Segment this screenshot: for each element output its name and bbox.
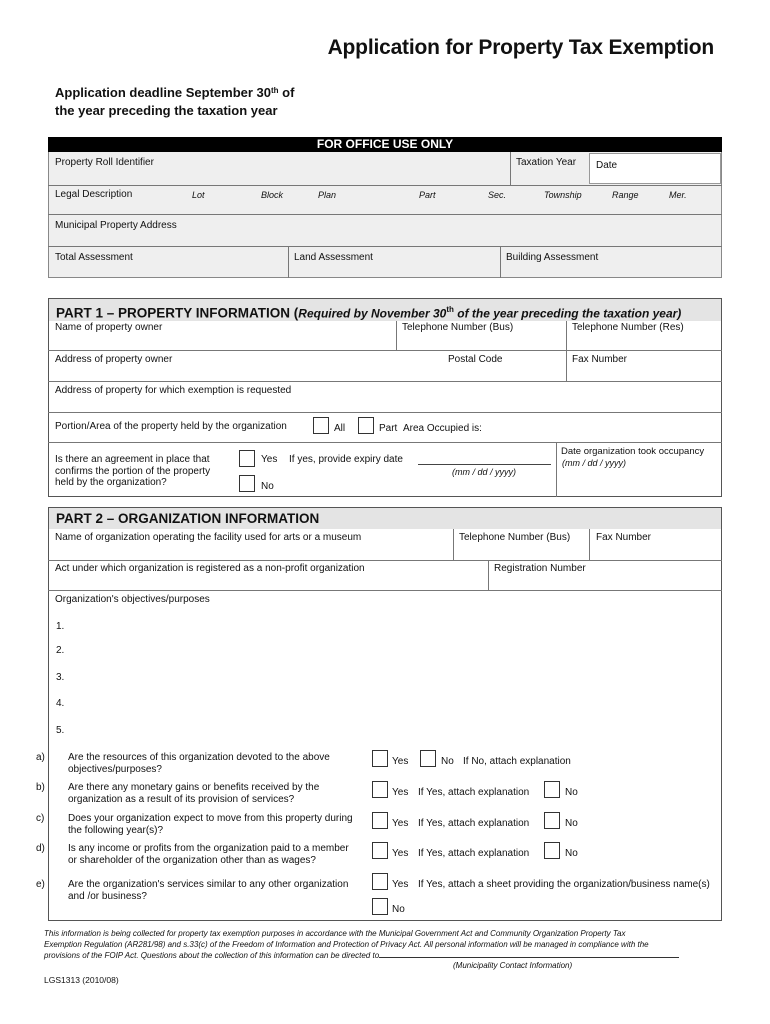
question-letter: e) xyxy=(36,879,45,890)
question-b xyxy=(36,782,320,805)
question-line2: objectives/purposes? xyxy=(68,764,162,775)
q-b-note: If Yes, attach explanation xyxy=(418,787,530,798)
deadline-sup: th xyxy=(271,86,279,95)
deadline-text: Application deadline September 30 xyxy=(55,85,271,100)
q-d-no-label: No xyxy=(565,848,578,859)
agreement-no-checkbox[interactable] xyxy=(239,475,255,492)
q-b-no-checkbox[interactable] xyxy=(544,781,560,798)
agreement-q2: confirms the portion of the property xyxy=(55,465,211,477)
p1-tel-res-label: Telephone Number (Res) xyxy=(572,322,684,333)
objective-item: 3. xyxy=(56,672,65,683)
sec-label: Sec. xyxy=(488,190,507,200)
q-a-note: If No, attach explanation xyxy=(463,756,571,767)
q-e-yes-checkbox[interactable] xyxy=(372,873,388,890)
occupancy-format: (mm / dd / yyyy) xyxy=(562,458,627,468)
agreement-no-label: No xyxy=(261,481,274,492)
contact-info-label: (Municipality Contact Information) xyxy=(453,961,573,970)
notice-line2: Exemption Regulation (AR281/98) and s.33(c) of the Freedom of Information and Protection of Privacy Act. All personal information will be managed in compliance with the xyxy=(44,940,649,949)
office-use-bar: FOR OFFICE USE ONLY xyxy=(48,137,722,152)
question-d xyxy=(36,843,349,866)
q-e-yes-label: Yes xyxy=(392,879,409,890)
part1-header xyxy=(49,299,721,321)
objective-item: 5. xyxy=(56,725,65,736)
question-line2: or shareholder of the organization other than as wages? xyxy=(68,855,316,866)
question-a xyxy=(36,752,330,775)
agreement-yes-label: Yes xyxy=(261,454,278,465)
q-b-no-label: No xyxy=(565,787,578,798)
deadline-line2: the year preceding the taxation year xyxy=(55,103,278,118)
all-label: All xyxy=(334,423,346,434)
plan-label: Plan xyxy=(318,190,337,200)
taxation-year-label: Taxation Year xyxy=(516,157,577,168)
q-d-yes-checkbox[interactable] xyxy=(372,842,388,859)
legal-description-label: Legal Description xyxy=(55,189,133,200)
q-c-yes-label: Yes xyxy=(392,818,409,829)
question-letter: b) xyxy=(36,782,45,793)
p1-fax-label: Fax Number xyxy=(572,354,628,365)
q-d-no-checkbox[interactable] xyxy=(544,842,560,859)
q-e-no-label: No xyxy=(392,904,405,915)
question-line1: Is any income or profits from the organization paid to a member xyxy=(68,843,349,854)
act-label: Act under which organization is registered as a non-profit organization xyxy=(55,563,365,574)
question-line1: Does your organization expect to move from this property during xyxy=(68,813,353,824)
q-c-note: If Yes, attach explanation xyxy=(418,818,530,829)
total-assessment-label: Total Assessment xyxy=(55,252,133,263)
q-a-yes-checkbox[interactable] xyxy=(372,750,388,767)
part2-header: PART 2 – ORGANIZATION INFORMATION xyxy=(49,508,721,529)
question-e xyxy=(36,879,349,902)
deadline-of: of xyxy=(278,85,295,100)
land-assessment-label: Land Assessment xyxy=(294,252,373,263)
area-occupied-label: Area Occupied is: xyxy=(403,423,482,434)
notice-line3: provisions of the FOIP Act. Questions about the collection of this information can be directed to xyxy=(44,951,380,960)
township-label: Township xyxy=(544,190,582,200)
agreement-q3: held by the organization? xyxy=(55,477,167,488)
agreement-yes-checkbox[interactable] xyxy=(239,450,255,467)
date-label: Date xyxy=(596,160,618,171)
q-c-no-checkbox[interactable] xyxy=(544,812,560,829)
range-label: Range xyxy=(612,190,639,200)
objective-item: 2. xyxy=(56,645,65,656)
q-a-no-checkbox[interactable] xyxy=(420,750,436,767)
lot-label: Lot xyxy=(192,190,205,200)
question-line1: Are the resources of this organization devoted to the above xyxy=(68,752,330,763)
form-id: LGS1313 (2010/08) xyxy=(44,975,119,985)
registration-label: Registration Number xyxy=(494,563,586,574)
q-c-no-label: No xyxy=(565,818,578,829)
portion-label: Portion/Area of the property held by the organization xyxy=(55,421,287,432)
contact-line[interactable] xyxy=(379,950,679,958)
postal-code-label: Postal Code xyxy=(448,354,503,365)
question-line2: the following year(s)? xyxy=(68,825,164,836)
notice-line1: This information is being collected for property tax exemption purposes in accordance with the Municipal Government Act and Community Organization Property Tax xyxy=(44,929,626,938)
question-letter: c) xyxy=(36,813,45,824)
part1-req-post: of the year preceding the taxation year) xyxy=(453,306,682,321)
owner-name-label: Name of property owner xyxy=(55,322,163,333)
form-title: Application for Property Tax Exemption xyxy=(327,36,714,59)
q-d-yes-label: Yes xyxy=(392,848,409,859)
q-e-no-checkbox[interactable] xyxy=(372,898,388,915)
part-checkbox[interactable] xyxy=(358,417,374,434)
question-c xyxy=(36,813,353,836)
expiry-date-format: (mm / dd / yyyy) xyxy=(452,467,517,477)
q-a-yes-label: Yes xyxy=(392,756,409,767)
q-a-no-label: No xyxy=(441,756,454,767)
question-line1: Are there any monetary gains or benefits received by the xyxy=(68,782,320,793)
mer-label: Mer. xyxy=(669,190,687,200)
all-checkbox[interactable] xyxy=(313,417,329,434)
q-c-yes-checkbox[interactable] xyxy=(372,812,388,829)
agreement-q1: Is there an agreement in place that xyxy=(55,454,210,465)
block-label: Block xyxy=(261,190,284,200)
objectives-label: Organization's objectives/purposes xyxy=(55,594,210,605)
part-label: Part xyxy=(379,423,398,434)
org-name-label: Name of organization operating the facility used for arts or a museum xyxy=(55,532,362,543)
building-assessment-label: Building Assessment xyxy=(506,252,599,263)
q-b-yes-checkbox[interactable] xyxy=(372,781,388,798)
owner-address-label: Address of property owner xyxy=(55,354,173,365)
q-d-note: If Yes, attach explanation xyxy=(418,848,530,859)
agreement-question xyxy=(55,454,210,489)
part-label: Part xyxy=(419,190,436,200)
question-line1: Are the organization's services similar to any other organization xyxy=(68,879,349,890)
part1-req-sup: th xyxy=(446,305,454,314)
p2-tel-bus-label: Telephone Number (Bus) xyxy=(459,532,571,543)
q-e-note: If Yes, attach a sheet providing the organization/business name(s) xyxy=(418,879,710,890)
municipal-address-label: Municipal Property Address xyxy=(55,220,177,231)
exempt-address-label: Address of property for which exemption is requested xyxy=(55,385,292,396)
objective-item: 4. xyxy=(56,698,65,709)
p2-fax-label: Fax Number xyxy=(596,532,652,543)
question-line2: organization as a result of its provision of services? xyxy=(68,794,295,805)
roll-identifier-label: Property Roll Identifier xyxy=(55,157,154,168)
part1-req: Required by November 30 xyxy=(298,306,447,321)
expiry-label: If yes, provide expiry date xyxy=(289,454,403,465)
occupancy-label: Date organization took occupancy xyxy=(561,446,705,457)
p1-tel-bus-label: Telephone Number (Bus) xyxy=(402,322,514,333)
privacy-notice xyxy=(44,928,734,961)
part1-title: PART 1 – PROPERTY INFORMATION ( xyxy=(56,305,299,321)
q-b-yes-label: Yes xyxy=(392,787,409,798)
objective-item: 1. xyxy=(56,621,65,632)
application-deadline xyxy=(55,84,294,120)
question-letter: a) xyxy=(36,752,45,763)
question-letter: d) xyxy=(36,843,45,854)
question-line2: and /or business? xyxy=(68,891,147,902)
